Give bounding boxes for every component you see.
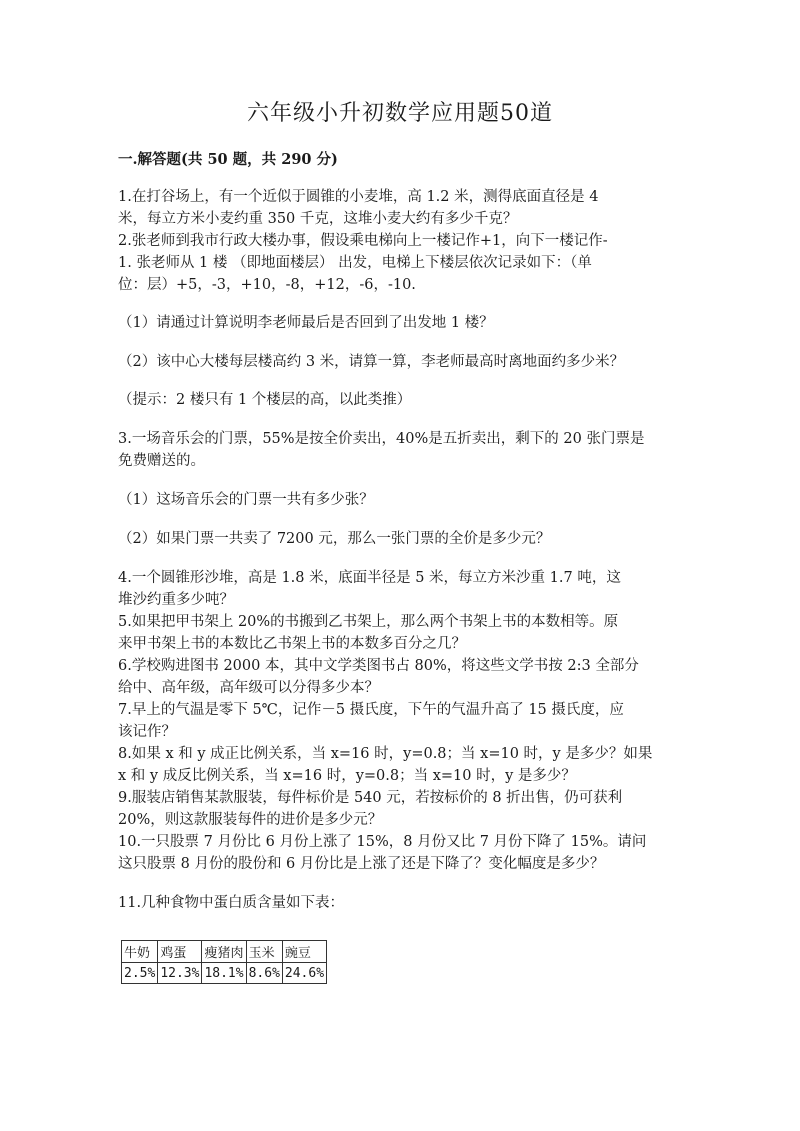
section-heading: 一.解答题(共 50 题，共 290 分) (118, 151, 338, 168)
text-line: 4.一个圆锥形沙堆，高是 1.8 米，底面半径是 5 米，每立方米沙重 1.7 吨，这 (118, 570, 621, 586)
table-cell: 2.5% (122, 963, 158, 984)
table-cell: 12.3% (158, 963, 202, 984)
text-line: 9.服装店销售某款服装，每件标价是 540 元，若按标价的 8 折出售，仍可获利 (118, 790, 623, 806)
table-row (122, 963, 327, 984)
text-line: 位：层）+5，-3，+10，-8，+12，-6，-10. (118, 277, 416, 293)
text-line: 这只股票 8 月份的股份和 6 月份比是上涨了还是下降了？变化幅度是多少？ (118, 856, 605, 872)
text-line: 来甲书架上书的本数比乙书架上书的本数多百分之几？ (118, 636, 466, 652)
text-line: 6.学校购进图书 2000 本，其中文学类图书占 80%，将这些文学书按 2:3 全部分 (118, 658, 639, 674)
page-title: 六年级小升初数学应用题50道 (247, 101, 553, 126)
text-line: 免费赠送的。 (118, 453, 205, 469)
table-header-cell: 瘦猪肉 (202, 941, 246, 963)
text-line: （提示：2 楼只有 1 个楼层的高，以此类推） (118, 392, 412, 408)
text-line: x 和 y 成反比例关系，当 x=16 时，y=0.8；当 x=10 时，y 是多少？ (118, 768, 576, 784)
text-line: （1）请通过计算说明李老师最后是否回到了出发地 1 楼？ (118, 315, 494, 331)
text-line: 20%，则这款服装每件的进价是多少元？ (118, 812, 383, 828)
text-line: 5.如果把甲书架上 20%的书搬到乙书架上，那么两个书架上书的本数相等。原 (118, 614, 619, 630)
table-header-cell: 豌豆 (282, 941, 326, 963)
table-cell: 18.1% (202, 963, 246, 984)
text-line: 2.张老师到我市行政大楼办事，假设乘电梯向上一楼记作+1，向下一楼记作- (118, 233, 608, 249)
text-line: 给中、高年级，高年级可以分得多少本？ (118, 680, 379, 696)
text-line: 10.一只股票 7 月份比 6 月份上涨了 15%，8 月份又比 7 月份下降了 15%。请问 (118, 834, 647, 850)
text-line: 米，每立方米小麦约重 350 千克，这堆小麦大约有多少千克？ (118, 211, 518, 227)
text-line: 3.一场音乐会的门票，55%是按全价卖出，40%是五折卖出，剩下的 20 张门票是 (118, 431, 645, 447)
table-header-row (122, 941, 327, 963)
table-header-cell: 鸡蛋 (158, 941, 202, 963)
text-line: 8.如果 x 和 y 成正比例关系，当 x=16 时，y=0.8；当 x=10 时，y 是多少？如果 (118, 746, 653, 762)
text-line: （1）这场音乐会的门票一共有多少张？ (118, 492, 374, 508)
table-cell: 24.6% (282, 963, 326, 984)
text-line: 1.在打谷场上，有一个近似于圆锥的小麦堆，高 1.2 米，测得底面直径是 4 (118, 189, 599, 205)
text-line: 1. 张老师从 1 楼 （即地面楼层） 出发，电梯上下楼层依次记录如下：（单 (118, 255, 592, 271)
table-header-cell: 牛奶 (122, 941, 158, 963)
text-line: 堆沙约重多少吨？ (118, 592, 234, 608)
text-line: （2）该中心大楼每层楼高约 3 米，请算一算，李老师最高时离地面约多少米？ (118, 354, 625, 370)
text-line: （2）如果门票一共卖了 7200 元，那么一张门票的全价是多少元？ (118, 531, 551, 547)
protein-table (121, 940, 327, 984)
table-cell: 8.6% (246, 963, 282, 984)
text-line: 7.早上的气温是零下 5℃，记作－5 摄氏度，下午的气温升高了 15 摄氏度，应 (118, 702, 624, 718)
text-line: 11.几种食物中蛋白质含量如下表： (118, 895, 345, 911)
table-header-cell: 玉米 (246, 941, 282, 963)
text-line: 该记作？ (118, 724, 176, 740)
